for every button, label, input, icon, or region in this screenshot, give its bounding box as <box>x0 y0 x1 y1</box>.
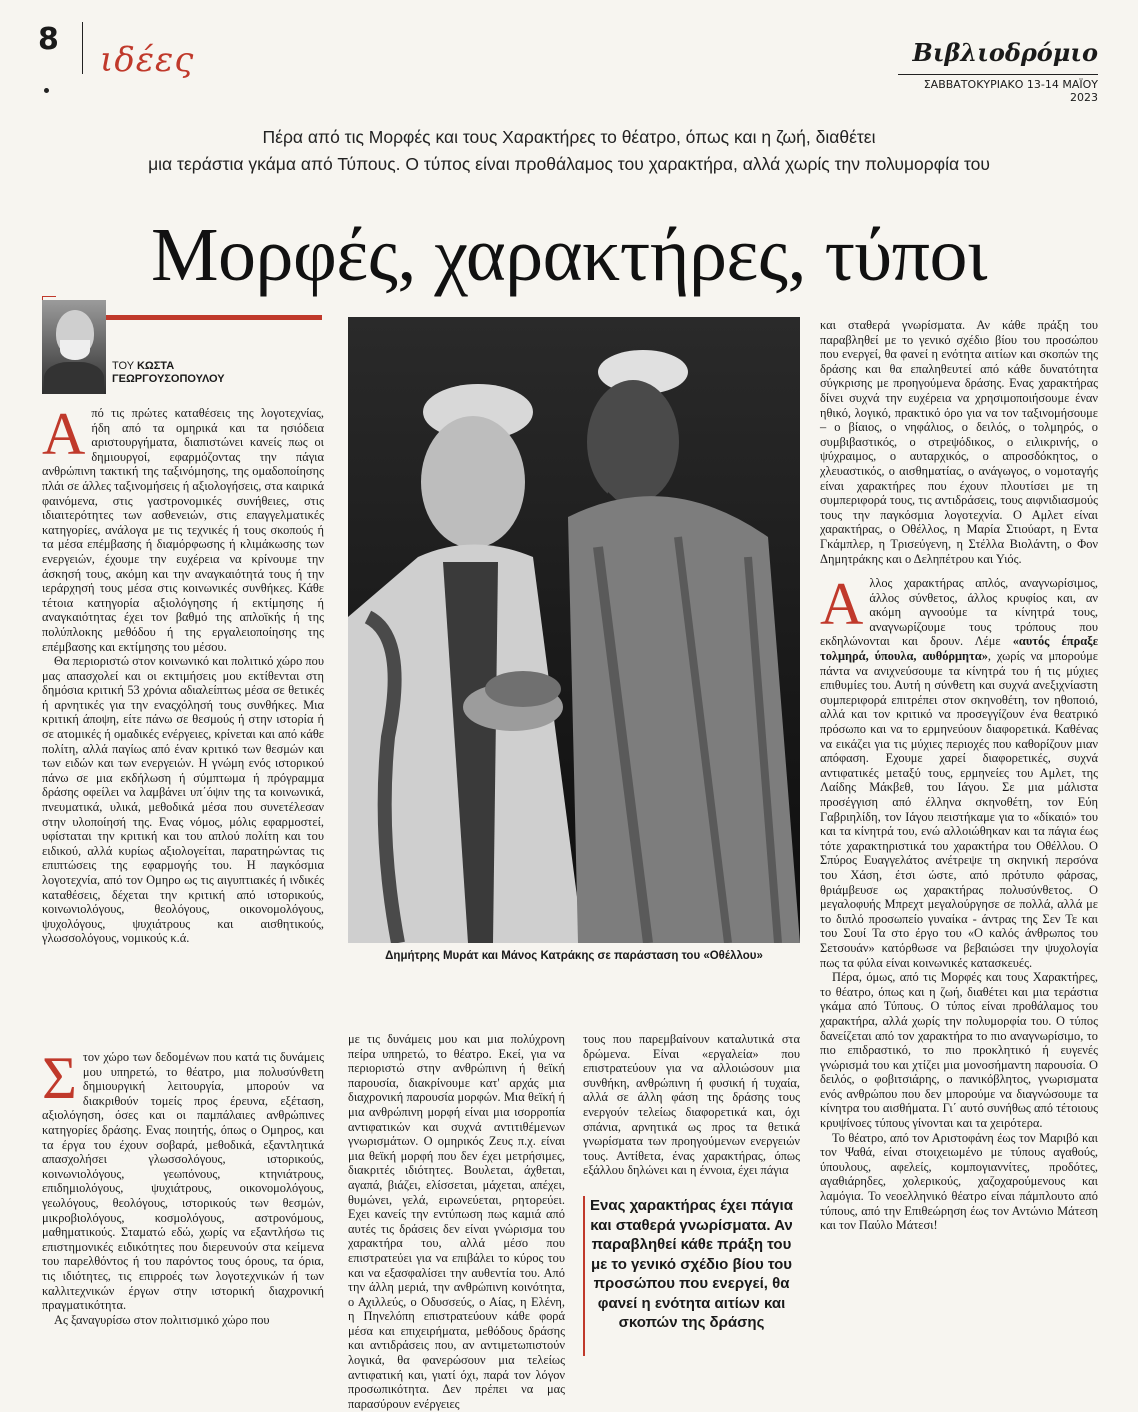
paragraph: Το θέατρο, από τον Αριστοφάνη έως τον Μαριβό και τον Ψαθά, είναι στοιχειωμένο με τύπους αγαθούς, ύπουλους, αφελείς, κομπογιαννίτες, προδότες, αγαθιάρηδες, χολερικούς, χαζοχαρούμενους και λαμόγια. Το νεοελληνικό θέατρο είναι πάμπλουτο από τύπους, από την Επιθεώρηση έως τον Αντώνιο Μάτεση και τον Παύλο Μάτεσι! <box>820 1130 1098 1233</box>
column-3 <box>583 1032 800 1178</box>
column-4 <box>820 318 1098 1233</box>
paragraph-text: πό τις πρώτες καταθέσεις της λογοτεχνίας, ήδη από τα ομηρικά και τα ησιόδεια αριστουργήματα, διαπιστώνει κανείς πως οι δημιουργοί, εφαρμόζοντας την πάγια ανθρώπινη τακτική της ταξινόμησης, της ομαδοποίησης πλάι σε άλλες ταξινομήσεις ή αξιολογήσεις, στα καιρικά φαινόμενα, στις γαστρονομικές συνήθειες, στις ιδιαιτερότητες των ασθενειών, στις επαγγελματικές κατηγορίες, ανάλογα με τις τεχνικές ή τους σκοπούς ή τα μέσα επέμβασης ή διαμόρφωσης ή κλιμάκωσης των ενεργειών, έχουμε την ευχέρεια να κρίνουμε την άσκησή τους, ακόμη και την αναγκαιότητά τους ή την ιεράρχησή τους μέσα στις κοινωνικές συνθήκες. Κάθε τέτοια κατηγορία αξιολόγησης ή εκτίμησης ή αναγκαιότητας έχει τον βαθμό της απλοϊκής ή της πολύπλοκης μεθόδου ή της εργαλειοποίησης της επέμβασης και εκτίμησης του μέσου. <box>42 406 324 654</box>
paragraph: με τις δυνάμεις μου και μια πολύχρονη πείρα υπηρετώ, το θέατρο. Εκεί, για να περιοριστώ στην ανθρώπινη ή θεϊκή παρουσία, διακρίνουμε κατ' αρχάς μια διαχρονική παρουσία μορφών. Μια θεϊκή ή μια ανθρώπινη μορφή είναι μια ισορροπία αντιφατικών και συχνά αντιτιθέμενων γνωρισμάτων. Ο ομηρικός Ζευς π.χ. είναι μια θεϊκή μορφή που δεν έχει μετρήσιμες, διακριτές ιδιότητες. Βουλεται, άχθεται, αγαπά, βιάζει, ελίσσεται, μάχεται, απέχει, θυμώνει, γελά, ειρωνεύεται, ρητορεύει. Εχει κανείς την εντύπωση πως καμιά από αυτές τις δράσεις δεν είναι γνώρισμα του χαρακτήρα του, αλλά μέσο που επιστρατεύει για να επιβάλει το κύρος του και να εξασφαλίσει την αυθεντία του. Από την άλλη μεριά, την ανθρώπινη κοινότητα, ο Αχιλλεύς, ο Οδυσσεύς, ο Αίας, η Ελένη, η Πηνελόπη επιστρατεύουν κάθε φορά μέσα και επιχειρήματα, μεθόδους δράσης και αντιδράσεις που, αν αντιμετωπιστούν λογικά, θα φανερώσουν μια τελείως αντιφατική και, γιατί όχι, παρά τον λόγον προσωπικότητα. Δεν πρέπει να μας παρασύρουν ενέργειες <box>348 1032 565 1411</box>
paragraph-text: τον χώρο των δεδομένων που κατά τις δυνάμεις μου υπηρετώ, το θέατρο, μια πολυσύνθετη δημιουργική λειτουργία, μπορούν να διακριθούν τομείς προς έρευνα, εξέταση, αξιολόγηση, όσες και οι παμπάλαιες ανθρώπινες κατηγορίες δράσης. Ενας ποιητής, όπως ο Ομηρος, και τα έργα του έχουν σοβαρά, μεθοδικά, εξαντλητικά απασχολήσει γλωσσολόγους, ιστορικούς, κοινωνιολόγους, γεωπόνους, κτηνιάτρους, επιδημιολόγους, ψυχιάτρους, οικονομολόγους, γεωλόγους, θεολόγους, ιστορικούς των θεσμών, μικροβιολόγους, κοσμολόγους, αστρονόμους, μαθηματικούς. Σταματώ εδώ, χωρίς να εξαντλήσω τις επιστημονικές ειδικότητες που διερευνούν στα κείμενα του παρελθόντος ή του παρόντος τους όρους, τα όρια, τις ιδιότητες, τις επιρροές των λογοτεχνικών ή των καλλιτεχνικών έργων στην ιστορική διαχρονική πραγματικότητα. <box>42 1050 324 1313</box>
paragraph-text: λλος χαρακτήρας απλός, αναγνωρίσιμος, άλλος σύνθετος, άλλος κρυφίος και, αν ακόμη αγνοούμε τα κίνητρά τους, αναγνωρίζουμε τους τρόπους που εκδηλώνονται και δρουν. Λέμε <box>820 576 1098 649</box>
header-dot <box>44 88 49 93</box>
paragraph: Θα περιοριστώ στον κοινωνικό και πολιτικό χώρο που μας απασχολεί και οι εκτιμήσεις μου εκτίθενται στη δημόσια κριτική 53 χρόνια αδιαλείπτως μέσα σε θετικές ή αρνητικές για την εναςχόλησή τους συνθήκες. Μια κριτική άποψη, είτε πάνω σε θεσμούς ή στην ιστορία ή σε ατομικές ή ομαδικές ενέργειες, κρίνεται και από κάθε πολίτη, αλλά παγίως από έναν κριτικό των θεσμών και των ειδών και των ενεργειών. Η γνώμη ενός ιστορικού πάνω σε μια εκδήλωση ή σύμπτωμα ή πρόγραμμα δράσης οφείλει να λαμβάνει υπ΄όψιν της τα κοινωνικά, πνευματικά, υλικά, μεθοδικά μέσα που συνετέλεσαν στην υλοποίησή της. Ενας νόμος, μόλις εφαρμοστεί, υφίσταται την κριτική και του απλού πολίτη και του ειδικού, αλλά κυρίως αξιολογείται, παρατηρώντας τις επιπτώσεις της εφαρμογής του. Η παγκόσμια λογοτεχνία, από τον Ομηρο ως τις αιγυπτιακές ή ινδικές καταθέσεις, δέχεται την κριτική από ιστορικούς, κοινωνιολόγους, θεολόγους, οικονομολόγους, ψυχολόγους, ψυχιάτρους και αισθητικούς, γλωσσολόγους, νομικούς κ.ά. <box>42 654 324 946</box>
deck-line-2: μια τεράστια γκάμα από Τύπους. Ο τύπος είναι προθάλαμος του χαρακτήρα, αλλά χωρίς την πολυμορφία του <box>148 154 990 174</box>
paragraph: και σταθερά γνωρίσματα. Αν κάθε πράξη του παραβληθεί με το γενικό σχέδιο βίου του προσώπου που ενεργεί, θα φανεί η ενότητα αιτίων και σκοπών της δράσης και θα επαληθευτεί από κάθε δυνατότητα σύγκρισης με προηγούμενα δράσης. Ενας χαρακτήρας δίνει συχνά την ευχέρεια να χρησιμοποιήσουμε έναν ηθικό, λογικό, πρακτικό όρο για να τον ταξινομήσουμε – ο βίαιος, ο νηφάλιος, ο δειλός, ο τολμηρός, ο συμβιβαστικός, ο στρεψόδικος, ο ειλικρινής, ο ψύχραιμος, ο αυταρχικός, ο απροσδόκητος, ο χλευαστικός, ο αισθηματίας, ο ανάγωγος, ο νομοταγής είναι χαρακτήρες που έχουν πλουτίσει με τη συμπεριφορά τους, τις αντιδράσεις, τους αιφνιδιασμούς τους την παγκόσμια λογοτεχνία. Ο Αμλετ είναι χαρακτήρας, ο Οθέλλος, η Μαρία Στιούαρτ, η Εντα Γκάμπλερ, η Τρισεύγενη, η Στέλλα Βιολάντη, ο Φον Δημητράκης και ο Δεληπέτρου και Υιός. <box>820 318 1098 566</box>
drop-cap: Σ <box>42 1045 77 1111</box>
author-corner-h <box>42 296 56 297</box>
photo-caption: Δημήτρης Μυράτ και Μάνος Κατράκης σε παράσταση του «Οθέλλου» <box>385 950 763 962</box>
paragraph: Ας ξαναγυρίσω στον πολιτισμικό χώρο που <box>54 1312 270 1327</box>
header-divider <box>82 22 83 74</box>
column-1 <box>42 401 324 946</box>
paragraph <box>42 401 324 654</box>
byline <box>112 360 225 386</box>
edition-date: ΣΑΒΒΑΤΟΚΥΡΙΑΚΟ 13-14 ΜΑΪΟΥ 2023 <box>898 74 1098 104</box>
page-number: 8 <box>38 22 59 57</box>
emphasis-quote: «αυτός έπραξε τολμηρά, ύπουλα, αυθόρμητα» <box>820 634 1098 664</box>
headline: Μορφές, χαρακτήρες, τύποι <box>150 213 987 297</box>
column-2 <box>348 1032 565 1411</box>
byline-name-1: ΚΩΣΤΑ <box>136 360 175 372</box>
paragraph <box>820 571 1098 970</box>
pull-quote: Ενας χαρακτήρας έχει πάγια και σταθερά γνωρίσματα. Αν παραβληθεί κάθε πράξη του με το γενικό σχέδιο βίου του προσώπου που ενεργεί, θα φανεί η ενότητα αιτίων και σκοπών της δράσης <box>590 1197 793 1331</box>
article-photo <box>348 317 800 943</box>
byline-name-2: ΓΕΩΡΓΟΥΣΟΠΟΥΛΟΥ <box>112 373 225 385</box>
paragraph-text: , χωρίς να μπορούμε πάντα να ανιχνεύσουμε τα κίνητρά του ή τις μύχιες επιθυμίες του. Αυτή η σύνθετη και συχνά ανεξιχνίαστη συμπεριφορά επιτρέπει στον σκηνοθέτη, τον ηθοποιό, αλλά και τον κριτικό να προσεγγίζουν ένα θεατρικό πρόσωπο και να το ερμηνεύουν διαφορετικά. Καθένας να εικάζει για τις μύχιες περιοχές που καθορίζουν μιαν απόφαση. Εχουμε χαρεί διαφορετικές, συχνά αντιφατικές μεταξύ τους, ερμηνείες του Αμλετ, της Λαίδης Μάκβεθ, του Ιάγου. Σε μια μάλιστα προσέγγιση από έλληνα σκηνοθέτη, τον Εύη Γαβριηλίδη, τον Ιάγου πειστήκαμε για το «δίκαιό» του και τα κίνητρά του, ενώ αλλοιώθηκαν και τα πάγια έως τότε χαρακτηριστικά του χαρακτήρα του Οθέλλου. Ο Σπύρος Ευαγγελάτος ανέτρεψε τη σκηνική περσόνα του Χάση, έτσι ώστε, από πρότυπο φάρσας, θριάμβευσε ως χαρακτήρας πολυσύνθετος. Ο μεγαλοφυής Μπρεχτ μεγαλούργησε σε πολλά, αλλά με το διπλό προσωπείο γυναίκα - άντρας της Σεν Τε και του Σουί Τα στο έργο του «Ο καλός άνθρωπος του Σετσουάν» κατόρθωσε να βεβαιώσει την ψυχολογία πως τα φύλα είναι κοινωνικές κατασκευές. <box>820 649 1098 970</box>
deck-line-1: Πέρα από τις Μορφές και τους Χαρακτήρες το θέατρο, όπως και η ζωή, διαθέτει <box>262 127 876 147</box>
paragraph: τους που παρεμβαίνουν καταλυτικά στα δρώμενα. Είναι «εργαλεία» που επιστρατεύουν για να αλλοιώσουν μια συνθήκη, ανθρώπινη ή φυσική ή τυχαία, αλλά σε άλλη φάση της δράσης τους ενεργούν τελείως διαφορετικά και, όχι σπάνια, αρνητικά ως προς τα θετικά γνωρίσματα των προηγούμενων ενεργειών τους. Αντίθετα, ένας χαρακτήρας, όπως εξάλλου δηλώνει και η έννοια, έχει πάγια <box>583 1032 800 1178</box>
photo-illustration <box>348 317 800 943</box>
author-avatar <box>42 300 106 394</box>
paragraph: Πέρα, όμως, από τις Μορφές και τους Χαρακτήρες, το θέατρο, όπως και η ζωή, διαθέτει και μια τεράστια γκάμα από Τύπους. Ο τύπος είναι προθάλαμος του χαρακτήρα, αλλά χωρίς την πολυμορφία του. Ο τύπος δανείζεται από τον χαρακτήρα το πιο αναγνωρίσιμο, το πιο επιδραστικό, το πιο προκλητικό ή ευγενές γνώρισμά του και χτίζει μια μονοσήμαντη παρουσία. Ο δειλός, ο φοβιτσιάρης, ο πανικόβλητος, γνωρισματα ενός ανθρώπου που δεν μπορούμε να διαγνώσουμε τα κίνητρα του αισθήματα. Γι΄ αυτό συνήθως από τέτοιους κρυψίνοες τύπους γίνονται και τα χειρότερα. <box>820 970 1098 1131</box>
paragraph <box>42 1045 324 1313</box>
supplement-title: Βιβλιοδρόμιο <box>912 38 1098 67</box>
deck <box>110 124 1028 178</box>
section-title: ιδέες <box>100 40 195 80</box>
byline-prefix: ΤΟΥ <box>112 360 134 372</box>
drop-cap: Α <box>42 401 86 467</box>
drop-cap: Α <box>820 571 864 638</box>
column-1b <box>42 1045 324 1327</box>
